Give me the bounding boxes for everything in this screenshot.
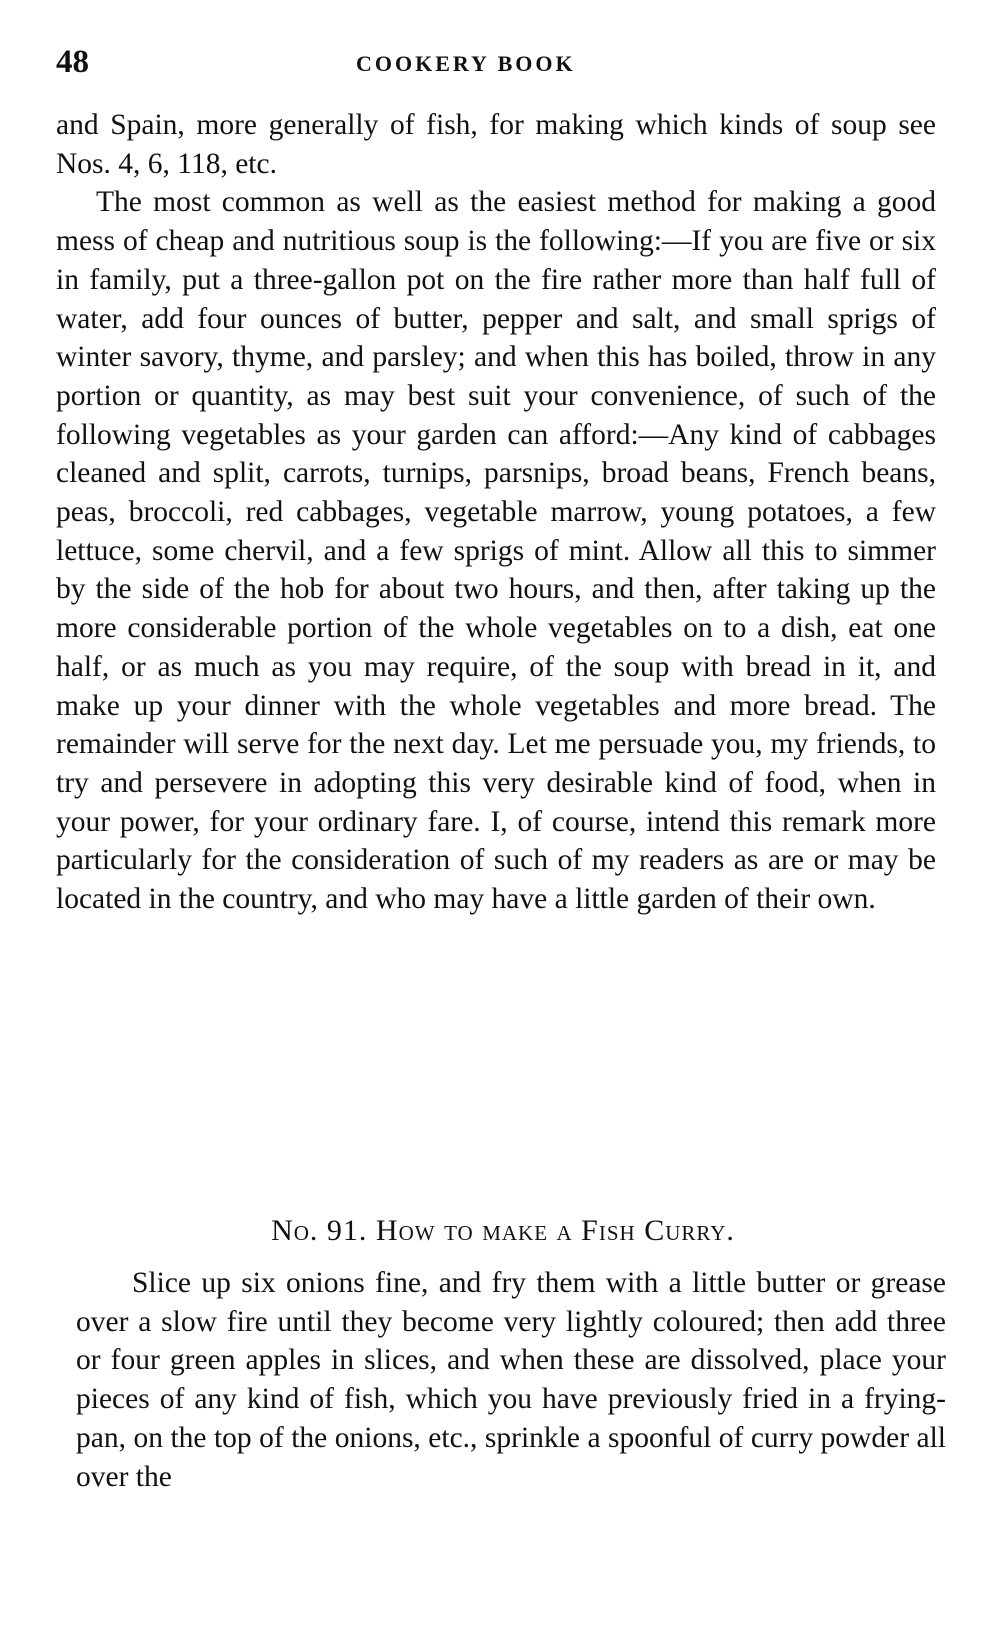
soup-section (56, 106, 936, 919)
recipe-paragraph: Slice up six onions fine, and fry them with a little butter or grease over a slow fire until they become very lightly coloured; then add three or four green apples in slices, and when these are dissolved, place your pieces of any kind of fish, which you have previously fried in a frying-pan, on the top of the onions, etc., sprinkle a spoonful of curry powder all over the (76, 1267, 946, 1493)
continuation-paragraph: and Spain, more generally of fish, for making which kinds of soup see Nos. 4, 6, 118, etc. (56, 109, 936, 180)
soup-method-paragraph: The most common as well as the easiest method for making a good mess of cheap and nutritious soup is the following:—If you are five or six in family, put a three-gallon pot on the fire rather more than half full of water, add four ounces of butter, pepper and salt, and small sprigs of winter savory, thyme, and parsley; and when this has boiled, throw in any portion or quantity, as may best suit your convenience, of such of the following vegetables as your garden can afford:—Any kind of cabbages cleaned and split, carrots, turnips, parsnips, broad beans, French beans, peas, broccoli, red cabbages, vegetable marrow, young potatoes, a few lettuce, some chervil, and a few sprigs of mint. Allow all this to simmer by the side of the hob for about two hours, and then, after taking up the more considerable portion of the whole vegetables on to a dish, eat one half, or as much as you may require, of the soup with bread in it, and make up your dinner with the whole vegetables and more bread. The remainder will serve for the next day. Let me persuade you, my friends, to try and persevere in adopting this very desirable kind of food, when in your power, for your ordinary fare. I, of course, intend this remark more particularly for the consideration of such of my readers as are or may be located in the country, and who may have a little garden of their own. (56, 186, 936, 916)
page-number: 48 (56, 44, 89, 80)
recipe-title: No. 91. How to make a Fish Curry. (271, 1214, 735, 1247)
recipe-section (76, 1264, 946, 1496)
running-head: COOKERY BOOK (356, 51, 576, 76)
page-header (56, 40, 956, 84)
